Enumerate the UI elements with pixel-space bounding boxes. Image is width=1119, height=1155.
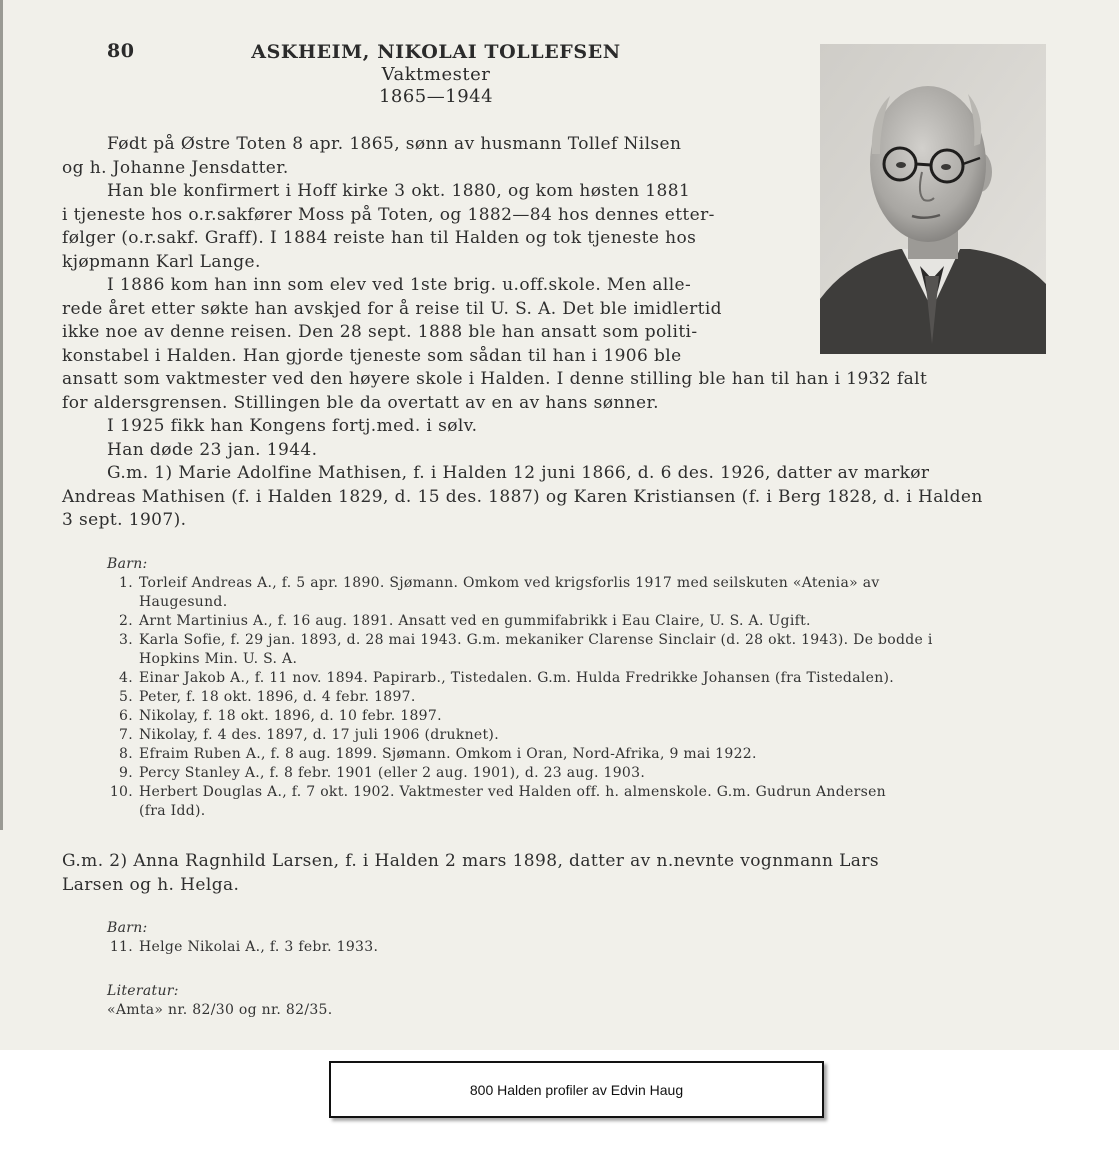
text-line: følger (o.r.sakf. Graff). I 1884 reiste han til Halden og tok tjeneste hos — [62, 228, 697, 248]
children-section — [107, 555, 933, 821]
caption-box — [329, 1061, 824, 1118]
child-text: Nikolay, f. 18 okt. 1896, d. 10 febr. 1897. — [139, 708, 442, 724]
text-line: ikke noe av denne reisen. Den 28 sept. 1888 ble han ansatt som politi- — [62, 322, 698, 342]
text-line: konstabel i Halden. Han gjorde tjeneste som sådan til han i 1906 ble — [62, 345, 682, 366]
text-line: Født på Østre Toten 8 apr. 1865, sønn av husmann Tollef Nilsen — [107, 134, 682, 154]
text-line: G.m. 1) Marie Adolfine Mathisen, f. i Halden 12 juni 1866, d. 6 des. 1926, datter av markør — [107, 463, 930, 483]
child-text: Nikolay, f. 4 des. 1897, d. 17 juli 1906 (druknet). — [139, 727, 499, 743]
child-text: Efraim Ruben A., f. 8 aug. 1899. Sjømann. Omkom i Oran, Nord-Afrika, 9 mai 1922. — [139, 746, 757, 762]
child-number: 7. — [119, 727, 133, 743]
children2-list — [107, 938, 378, 957]
text-line: og h. Johanne Jensdatter. — [62, 157, 289, 178]
child-entry — [107, 764, 933, 783]
child-entry — [107, 745, 933, 764]
child-entry — [107, 631, 933, 669]
text-line: Larsen og h. Helga. — [62, 874, 240, 895]
text-line: for aldersgrensen. Stillingen ble da overtatt av en av hans sønner. — [62, 392, 659, 413]
text-line: 3 sept. 1907). — [62, 510, 187, 530]
literature-entry: «Amta» nr. 82/30 og nr. 82/35. — [107, 1002, 333, 1018]
child-number: 5. — [119, 689, 133, 705]
children2-label: Barn: — [107, 920, 148, 936]
person-years: 1865—1944 — [378, 86, 494, 107]
child-text: Karla Sofie, f. 29 jan. 1893, d. 28 mai 1943. G.m. mekaniker Clarense Sinclair (d. 28 okt. 1943). De bodde i — [139, 632, 933, 648]
literature-label: Literatur: — [107, 983, 179, 999]
person-name: ASKHEIM, NIKOLAI TOLLEFSEN — [251, 41, 621, 63]
page-number: 80 — [107, 40, 135, 62]
child-number: 10. — [109, 784, 133, 800]
children-label: Barn: — [107, 556, 148, 572]
text-line: I 1886 kom han inn som elev ved 1ste brig. u.off.skole. Men alle- — [107, 275, 692, 295]
child-number: 11. — [109, 939, 133, 955]
child-entry — [107, 688, 933, 707]
biography-text — [62, 133, 983, 533]
text-line: G.m. 2) Anna Ragnhild Larsen, f. i Halden 2 mars 1898, datter av n.nevnte vognmann Lars — [62, 851, 879, 871]
child-number: 8. — [119, 746, 133, 762]
children2-section — [107, 919, 378, 957]
child-text: Percy Stanley A., f. 8 febr. 1901 (eller 2 aug. 1901), d. 23 aug. 1903. — [139, 765, 646, 781]
child-entry — [107, 726, 933, 745]
child-number: 4. — [119, 670, 133, 686]
text-line: I 1925 fikk han Kongens fortj.med. i sølv. — [107, 416, 478, 436]
child-text: Arnt Martinius A., f. 16 aug. 1891. Ansatt ved en gummifabrikk i Eau Claire, U. S. A. Ugift. — [139, 613, 811, 629]
child-number: 1. — [119, 575, 133, 591]
text-line: Andreas Mathisen (f. i Halden 1829, d. 15 des. 1887) og Karen Kristiansen (f. i Berg 1828, d. i Halden — [62, 486, 983, 507]
entry-header — [236, 40, 636, 108]
text-line: i tjeneste hos o.r.sakfører Moss på Toten, og 1882—84 hos dennes etter- — [62, 204, 715, 225]
text-line: Han døde 23 jan. 1944. — [107, 439, 318, 460]
child-entry — [107, 612, 933, 631]
text-line: Han ble konfirmert i Hoff kirke 3 okt. 1880, og kom høsten 1881 — [107, 181, 691, 201]
child-text: Helge Nikolai A., f. 3 febr. 1933. — [139, 939, 379, 955]
child-number: 2. — [119, 613, 133, 629]
child-entry — [107, 938, 378, 957]
text-line: kjøpmann Karl Lange. — [62, 251, 261, 272]
child-entry — [107, 783, 933, 821]
text-line: rede året etter søkte han avskjed for å reise til U. S. A. Det ble imidlertid — [62, 298, 722, 319]
child-number: 6. — [119, 708, 133, 724]
child-text: Torleif Andreas A., f. 5 apr. 1890. Sjømann. Omkom ved krigsforlis 1917 med seilskuten «Atenia» av — [139, 575, 880, 591]
child-entry — [107, 574, 933, 612]
person-occupation: Vaktmester — [381, 64, 491, 85]
child-text: Hopkins Min. U. S. A. — [139, 651, 298, 667]
child-text: (fra Idd). — [139, 803, 206, 819]
page-edge-shadow — [0, 0, 3, 830]
child-text: Herbert Douglas A., f. 7 okt. 1902. Vaktmester ved Halden off. h. almenskole. G.m. Gudrun Andersen — [139, 784, 886, 800]
child-text: Peter, f. 18 okt. 1896, d. 4 febr. 1897. — [139, 689, 416, 705]
text-line: ansatt som vaktmester ved den høyere skole i Halden. I denne stilling ble han til han i 1932 falt — [62, 369, 928, 389]
child-number: 9. — [119, 765, 133, 781]
literature-section — [107, 982, 333, 1020]
caption-text: 800 Halden profiler av Edvin Haug — [469, 1081, 684, 1098]
child-entry — [107, 669, 933, 688]
children-list — [107, 574, 933, 821]
child-entry — [107, 707, 933, 726]
second-marriage-text — [62, 850, 879, 897]
child-text: Einar Jakob A., f. 11 nov. 1894. Papirarb., Tistedalen. G.m. Hulda Fredrikke Johansen (fra Tistedalen). — [139, 670, 895, 686]
child-text: Haugesund. — [139, 594, 228, 610]
child-number: 3. — [119, 632, 133, 648]
